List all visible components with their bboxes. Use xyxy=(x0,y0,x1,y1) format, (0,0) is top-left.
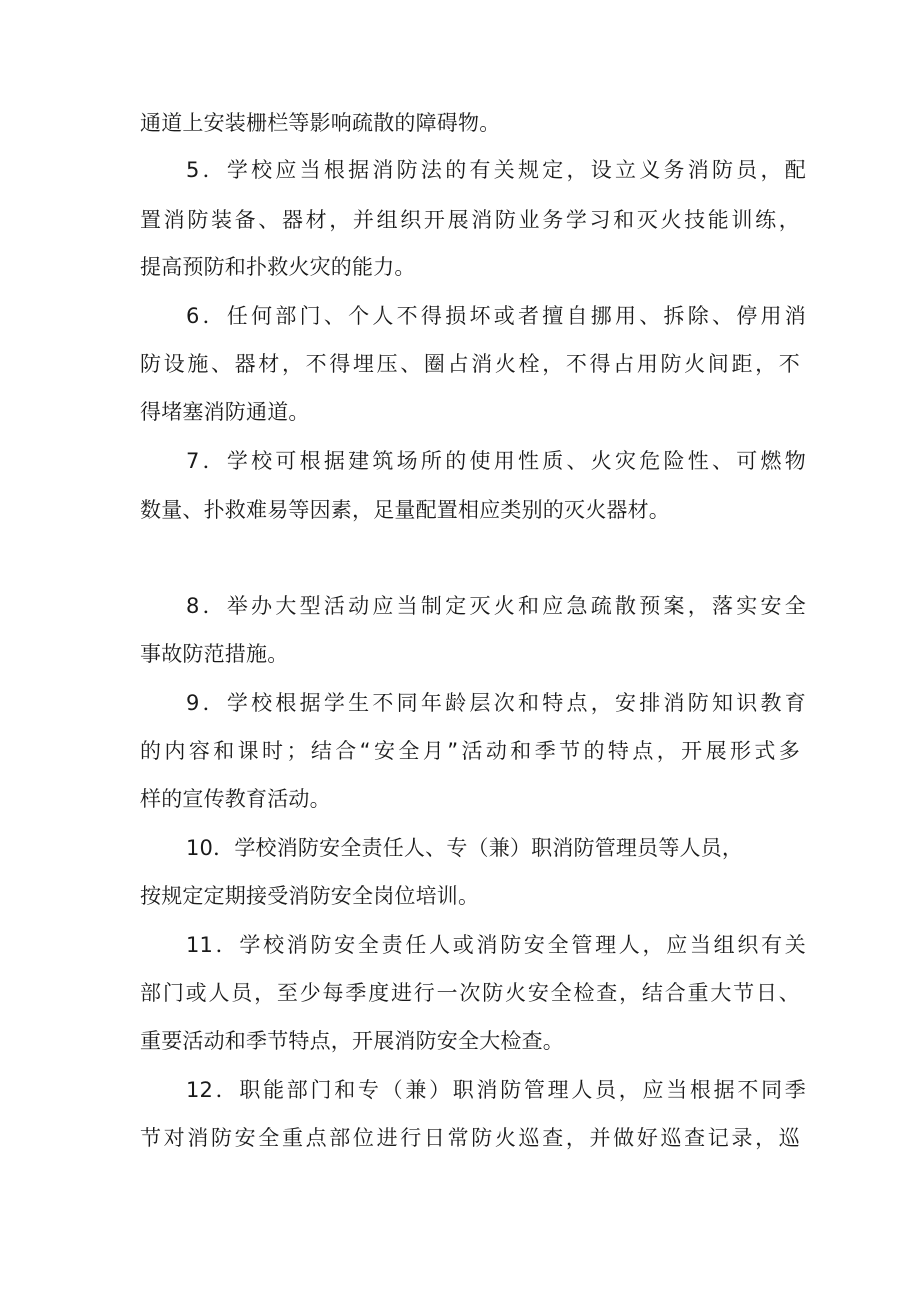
paragraph-12-line-1: 12．职能部门和专（兼）职消防管理人员，应当根据不同季 xyxy=(186,1078,806,1102)
paragraph-7-line-1: 7．学校可根据建筑场所的使用性质、火灾危险性、可燃物 xyxy=(186,449,806,473)
paragraph-5-line-1: 5．学校应当根据消防法的有关规定，设立义务消防员，配 xyxy=(186,158,806,182)
paragraph-8-line-1: 8．举办大型活动应当制定灭火和应急疏散预案，落实安全 xyxy=(186,594,806,618)
paragraph-4-line-last: 通道上安装栅栏等影响疏散的障碍物。 xyxy=(140,111,501,135)
paragraph-8-line-2: 事故防范措施。 xyxy=(140,642,289,666)
paragraph-7-line-2: 数量、扑救难易等因素，足量配置相应类别的灭火器材。 xyxy=(140,498,670,522)
paragraph-5-line-3: 提高预防和扑救火灾的能力。 xyxy=(140,255,416,279)
paragraph-11-line-2: 部门或人员，至少每季度进行一次防火安全检查，结合重大节日、 xyxy=(140,981,800,1005)
paragraph-6-line-2: 防设施、器材，不得埋压、圈占消火栓，不得占用防火间距，不 xyxy=(140,352,800,376)
paragraph-5-line-2: 置消防装备、器材，并组织开展消防业务学习和灭火技能训练， xyxy=(140,208,800,232)
paragraph-6-line-3: 得堵塞消防通道。 xyxy=(140,400,310,424)
paragraph-9-line-1: 9．学校根据学生不同年龄层次和特点，安排消防知识教育 xyxy=(186,691,806,715)
paragraph-10-line-1: 10．学校消防安全责任人、专（兼）职消防管理员等人员， xyxy=(186,836,744,860)
paragraph-11-line-1: 11．学校消防安全责任人或消防安全管理人，应当组织有关 xyxy=(186,933,806,957)
paragraph-11-line-3: 重要活动和季节特点，开展消防安全大检查。 xyxy=(140,1029,564,1053)
paragraph-9-line-2: 的内容和课时；结合“安全月”活动和季节的特点，开展形式多 xyxy=(140,739,800,763)
paragraph-12-line-2: 节对消防安全重点部位进行日常防火巡查，并做好巡查记录，巡 xyxy=(140,1126,800,1150)
paragraph-6-line-1: 6．任何部门、个人不得损坏或者擅自挪用、拆除、停用消 xyxy=(186,304,806,328)
paragraph-9-line-3: 样的宣传教育活动。 xyxy=(140,787,331,811)
paragraph-10-line-2: 按规定定期接受消防安全岗位培训。 xyxy=(140,884,480,908)
